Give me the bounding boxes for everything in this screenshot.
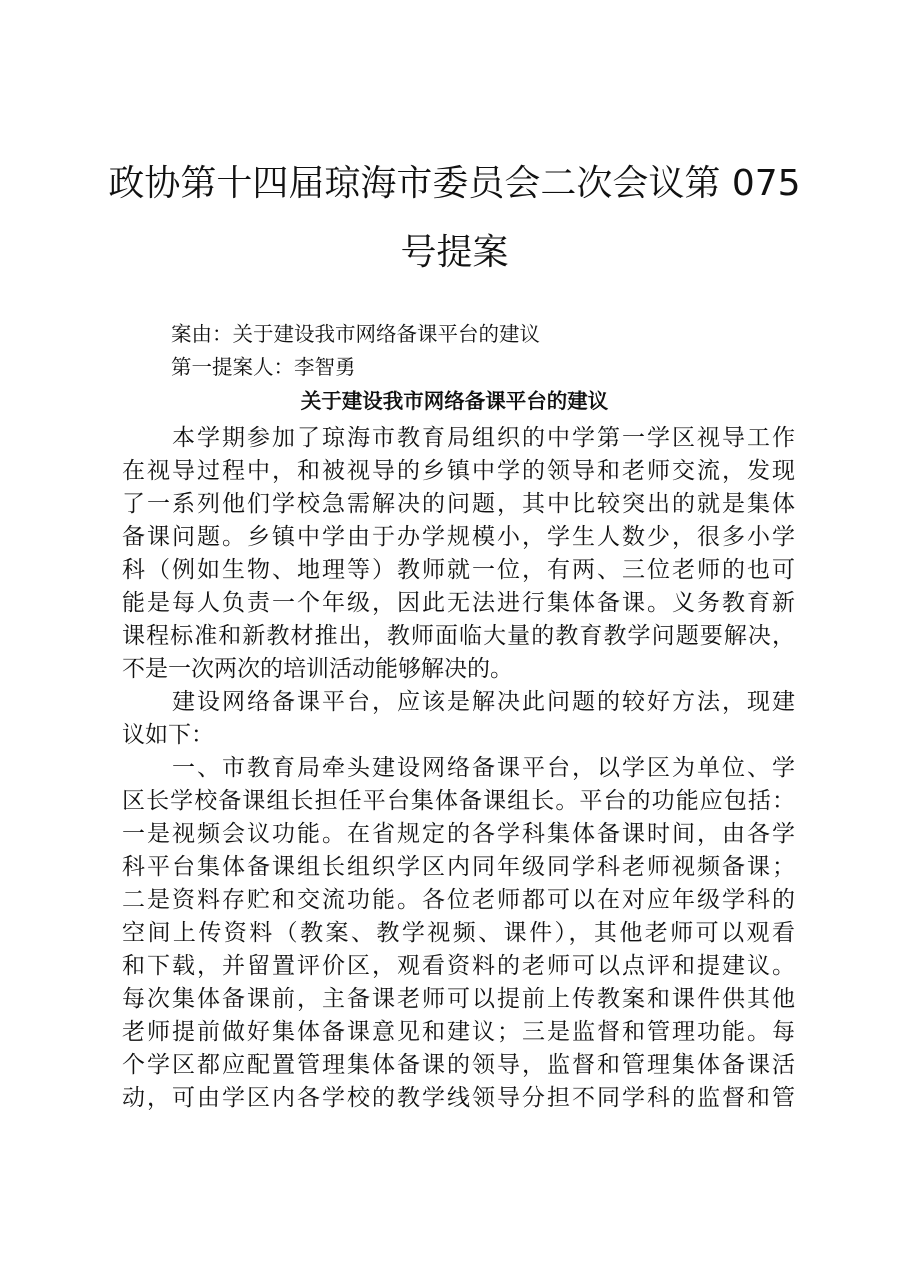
body-line: 空间上传资料（教案、教学视频、课件），其他老师可以观看 [122, 920, 795, 946]
body-line: 不是一次两次的培训活动能够解决的。 [122, 656, 513, 682]
body-line: 了一系列他们学校急需解决的问题，其中比较突出的就是集体 [122, 491, 795, 517]
body-line: 二是资料存贮和交流功能。各位老师都可以在对应年级学科的 [122, 887, 795, 913]
body-line: 能是每人负责一个年级，因此无法进行集体备课。义务教育新 [122, 590, 795, 616]
document-title-line-2: 号提案 [400, 232, 509, 273]
first-proposer: 第一提案人：李智勇 [171, 355, 356, 379]
proposal-subtitle: 关于建设我市网络备课平台的建议 [300, 389, 609, 413]
body-line: 动，可由学区内各学校的教学线领导分担不同学科的监督和管 [122, 1085, 795, 1111]
body-line: 科（例如生物、地理等）教师就一位，有两、三位老师的也可 [122, 557, 795, 583]
body-line: 老师提前做好集体备课意见和建议；三是监督和管理功能。每 [122, 1019, 795, 1045]
body-line: 议如下： [122, 722, 214, 748]
body-line: 在视导过程中，和被视导的乡镇中学的领导和老师交流，发现 [122, 458, 795, 484]
body-line: 备课问题。乡镇中学由于办学规模小，学生人数少，很多小学 [122, 524, 795, 550]
body-line: 区长学校备课组长担任平台集体备课组长。平台的功能应包括： [122, 788, 795, 814]
body-line: 个学区都应配置管理集体备课的领导，监督和管理集体备课活 [122, 1052, 795, 1078]
proposal-reason: 案由：关于建设我市网络备课平台的建议 [171, 322, 540, 346]
body-line: 每次集体备课前，主备课老师可以提前上传教案和课件供其他 [122, 986, 795, 1012]
document-title-line-1: 政协第十四届琼海市委员会二次会议第 075 [108, 163, 801, 204]
body-line: 和下载，并留置评价区，观看资料的老师可以点评和提建议。 [122, 953, 795, 979]
body-line: 一、市教育局牵头建设网络备课平台，以学区为单位、学 [172, 755, 795, 781]
body-line: 本学期参加了琼海市教育局组织的中学第一学区视导工作 [172, 425, 795, 451]
body-line: 科平台集体备课组长组织学区内同年级同学科老师视频备课； [122, 854, 795, 880]
body-line: 一是视频会议功能。在省规定的各学科集体备课时间，由各学 [122, 821, 795, 847]
body-line: 建设网络备课平台，应该是解决此问题的较好方法，现建 [172, 689, 795, 715]
body-line: 课程标准和新教材推出，教师面临大量的教育教学问题要解决， [122, 623, 795, 649]
